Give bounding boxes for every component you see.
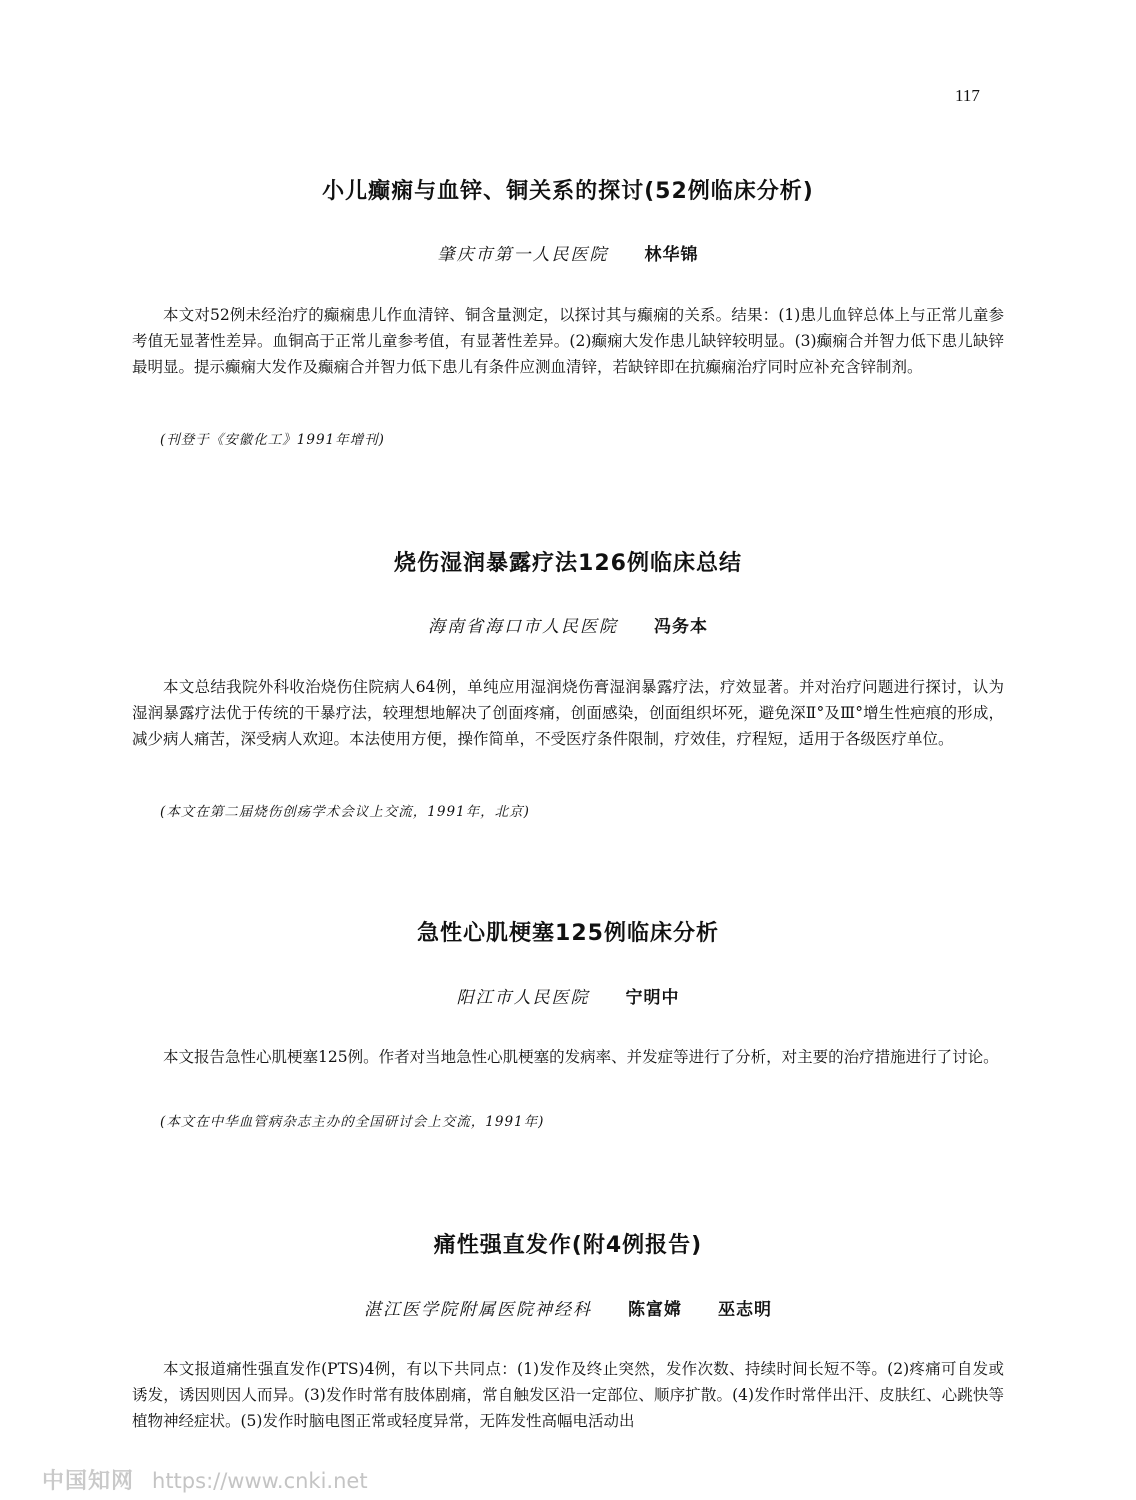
article-byline-2 (0, 612, 1136, 637)
watermark-url: https://www.cnki.net (152, 1469, 368, 1493)
article-institution-1: 肇庆市第一人民医院 (437, 245, 609, 265)
article-institution-3: 阳江市人民医院 (456, 988, 590, 1008)
article-abstract-2: 本文总结我院外科收治烧伤住院病人64例，单纯应用湿润烧伤膏湿润暴露疗法，疗效显著。并对治疗问题进行探讨，认为湿润暴露疗法优于传统的干暴疗法，较理想地解决了创面疼痛，创面感染，创面组织坏死，避免深Ⅱ°及Ⅲ°增生性疤痕的形成，减少病人痛苦，深受病人欢迎。本法使用方便，操作简单，不受医疗条件限制，疗效佳，疗程短，适用于各级医疗单位。 (132, 678, 1004, 748)
article-institution-2: 海南省海口市人民医院 (428, 617, 618, 637)
article-byline-3 (0, 983, 1136, 1008)
article-byline-1 (0, 240, 1136, 265)
article-note-3: (本文在中华血管病杂志主办的全国研讨会上交流，1991年) (160, 1114, 545, 1130)
article-abstract-1: 本文对52例未经治疗的癫痫患儿作血清锌、铜含量测定，以探讨其与癫痫的关系。结果：(1)患儿血锌总体上与正常儿童参考值无显著性差异。血铜高于正常儿童参考值，有显著性差异。(2)癫痫大发作患儿缺锌较明显。(3)癫痫合并智力低下患儿缺锌最明显。提示癫痫大发作及癫痫合并智力低下患儿有条件应测血清锌，若缺锌即在抗癫痫治疗同时应补充含锌制剂。 (132, 306, 1004, 376)
article-title-3: 急性心肌梗塞125例临床分析 (417, 921, 719, 946)
article-abstract-3: 本文报告急性心肌梗塞125例。作者对当地急性心肌梗塞的发病率、并发症等进行了分析，对主要的治疗措施进行了讨论。 (163, 1048, 999, 1066)
article-authors-1: 林华锦 (644, 245, 699, 265)
article-title-2: 烧伤湿润暴露疗法126例临床总结 (394, 551, 742, 576)
article-abstract-4: 本文报道痛性强直发作(PTS)4例，有以下共同点：(1)发作及终止突然，发作次数、持续时间长短不等。(2)疼痛可自发或诱发，诱因则因人而异。(3)发作时常有肢体剧痛，常自触发区沿一定部位、顺序扩散。(4)发作时常伴出汗、皮肤红、心跳快等植物神经症状。(5)发作时脑电图正常或轻度异常，无阵发性高幅电活动出 (132, 1360, 1004, 1430)
article-authors-2: 冯务本 (654, 617, 708, 637)
article-authors-3: 宁明中 (625, 988, 680, 1008)
article-title-4: 痛性强直发作(附4例报告) (433, 1233, 703, 1258)
article-institution-4: 湛江医学院附属医院神经科 (364, 1300, 592, 1320)
watermark-brand: 中国知网 (42, 1469, 135, 1494)
article-title-1: 小儿癫痫与血锌、铜关系的探讨(52例临床分析) (322, 179, 814, 204)
article-byline-4 (0, 1295, 1136, 1320)
article-authors-4: 陈富嫦 巫志明 (628, 1300, 772, 1320)
article-note-1: (刊登于《安徽化工》1991年增刊) (160, 432, 385, 448)
article-note-2: (本文在第二届烧伤创疡学术会议上交流，1991年，北京) (160, 804, 530, 820)
cnki-watermark (42, 1464, 368, 1495)
page-number: 117 (955, 86, 980, 105)
